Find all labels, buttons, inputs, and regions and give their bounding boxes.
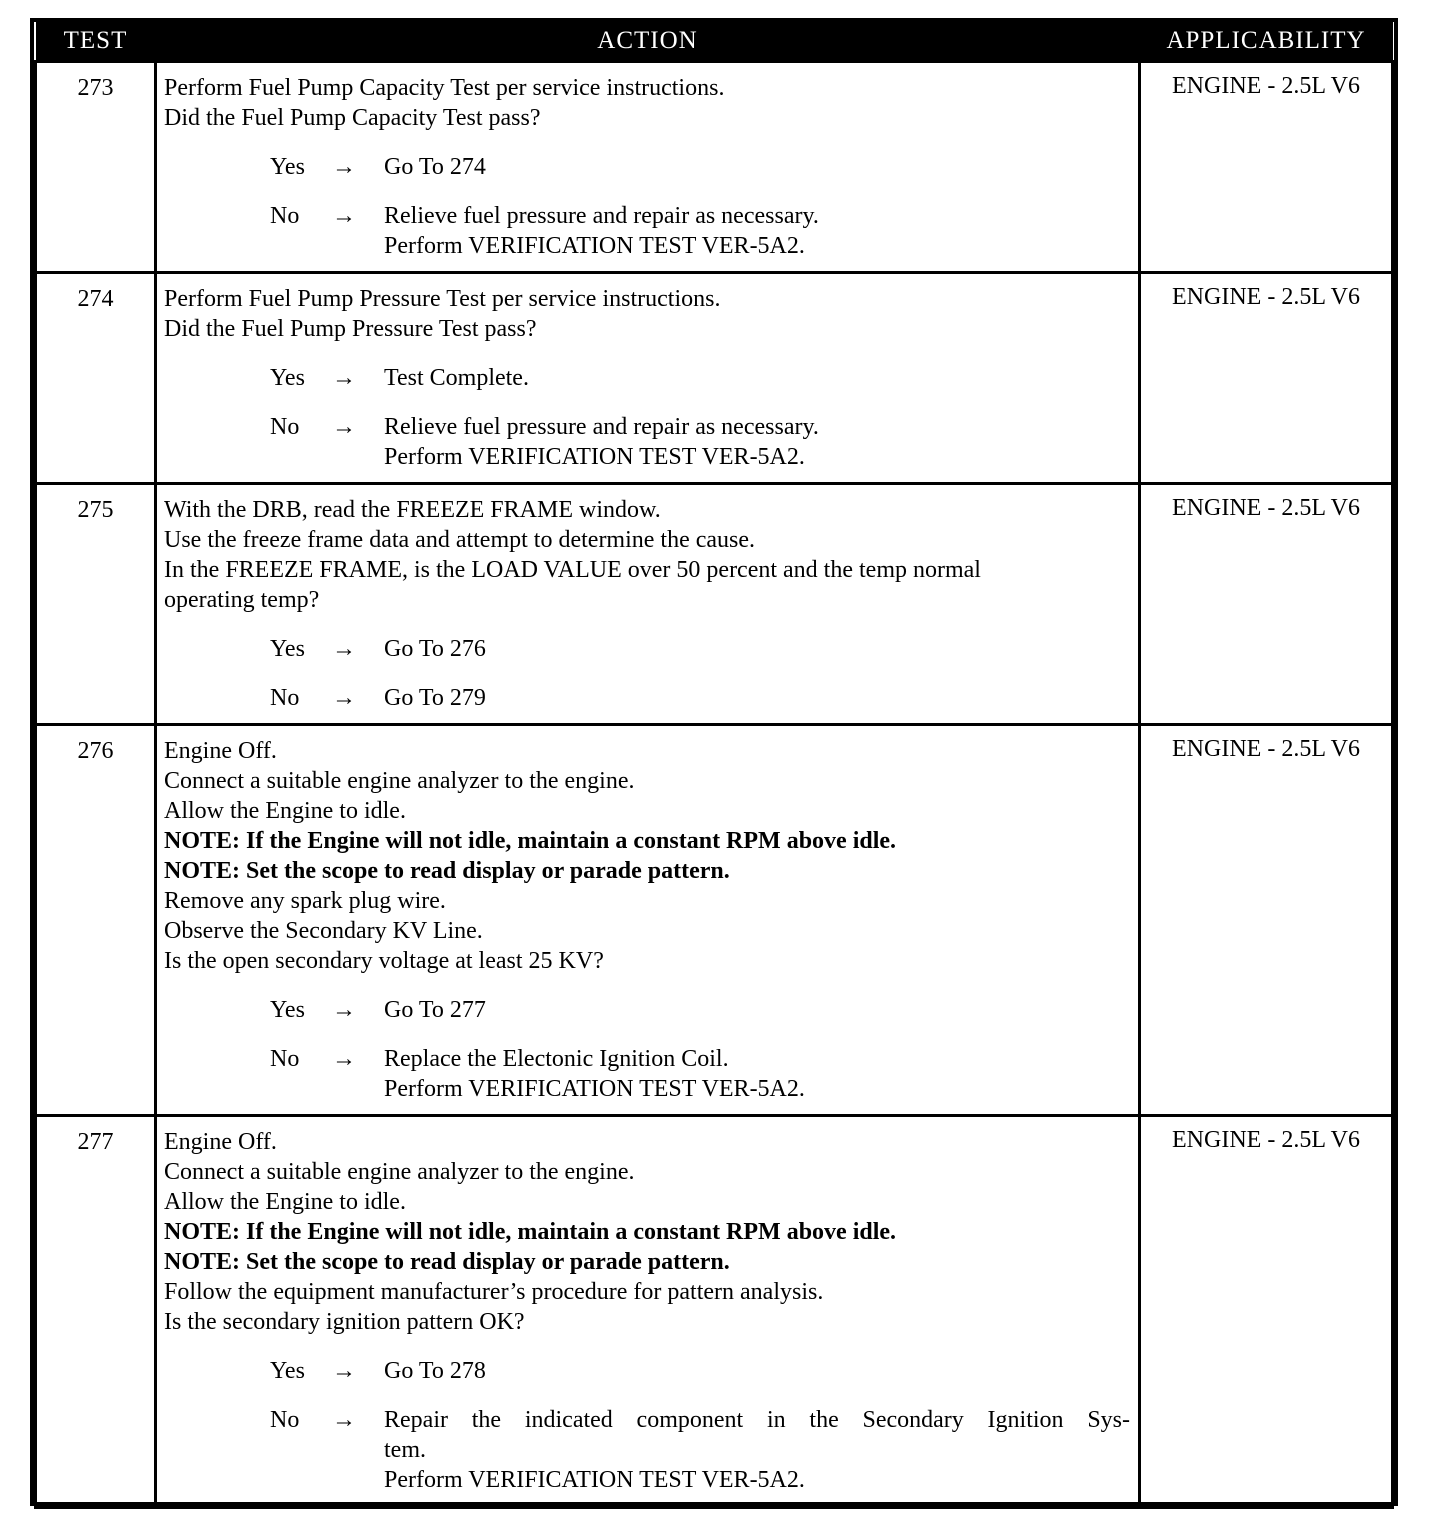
outcome-label: No (270, 1046, 300, 1072)
test-number: 276 (36, 725, 156, 1116)
table-row (36, 484, 1393, 725)
outcome-label: No (270, 414, 300, 440)
arrow-right-icon: → (332, 203, 356, 229)
table-header (36, 22, 1393, 62)
result-line: tem. (384, 1437, 426, 1463)
header-test: TEST (36, 22, 156, 62)
instruction-line: With the DRB, read the FREEZE FRAME window. (164, 497, 661, 523)
outcome-yes (270, 1356, 1130, 1386)
instruction-line: Did the Fuel Pump Pressure Test pass? (164, 316, 537, 342)
outcome-no (270, 683, 1130, 713)
outcome-result (384, 412, 1130, 472)
outcome-label: No (270, 203, 300, 229)
note-line: NOTE: Set the scope to read display or parade pattern. (164, 1249, 730, 1275)
outcome-no (270, 1044, 1130, 1104)
result-line: Go To 274 (384, 154, 486, 180)
note-line: NOTE: If the Engine will not idle, maintain a constant RPM above idle. (164, 1219, 897, 1245)
outcome-label: Yes (270, 365, 305, 391)
instruction-line: Follow the equipment manufacturer’s procedure for pattern analysis. (164, 1279, 824, 1305)
outcome-result (384, 1044, 1130, 1104)
outcome-label: Yes (270, 997, 305, 1023)
table-row (36, 1116, 1393, 1508)
outcome-yes (270, 152, 1130, 182)
applicability-cell: ENGINE - 2.5L V6 (1140, 1116, 1393, 1508)
instruction-line: Is the secondary ignition pattern OK? (164, 1309, 525, 1335)
result-line: Perform VERIFICATION TEST VER-5A2. (384, 1467, 805, 1493)
table-row (36, 62, 1393, 273)
outcome-yes (270, 995, 1130, 1025)
instruction-line: Did the Fuel Pump Capacity Test pass? (164, 105, 541, 131)
instruction-line: Connect a suitable engine analyzer to the engine. (164, 1159, 635, 1185)
instruction-line: Is the open secondary voltage at least 25 KV? (164, 948, 604, 974)
instruction-line: Remove any spark plug wire. (164, 888, 446, 914)
outcome-no (270, 201, 1130, 261)
action-cell (156, 725, 1140, 1116)
instruction-line: Connect a suitable engine analyzer to the engine. (164, 768, 635, 794)
table-row (36, 725, 1393, 1116)
table-row (36, 273, 1393, 484)
result-line: Go To 278 (384, 1358, 486, 1384)
arrow-right-icon: → (332, 1407, 356, 1433)
result-line: Perform VERIFICATION TEST VER-5A2. (384, 444, 805, 470)
applicability-cell: ENGINE - 2.5L V6 (1140, 62, 1393, 273)
instruction-line: Engine Off. (164, 738, 277, 764)
outcome-no (270, 412, 1130, 472)
result-line: Relieve fuel pressure and repair as necessary. (384, 414, 819, 440)
outcome-label: Yes (270, 1358, 305, 1384)
action-cell (156, 62, 1140, 273)
outcome-result (384, 1405, 1130, 1495)
result-line: Relieve fuel pressure and repair as necessary. (384, 203, 819, 229)
arrow-right-icon: → (332, 154, 356, 180)
arrow-right-icon: → (332, 1358, 356, 1384)
instruction-line: Allow the Engine to idle. (164, 1189, 406, 1215)
result-line: Perform VERIFICATION TEST VER-5A2. (384, 1076, 805, 1102)
outcome-result (384, 201, 1130, 261)
test-number: 277 (36, 1116, 156, 1508)
result-line: Perform VERIFICATION TEST VER-5A2. (384, 233, 805, 259)
outcome-result (384, 634, 1130, 664)
action-cell (156, 273, 1140, 484)
test-number: 273 (36, 62, 156, 273)
instruction-line: In the FREEZE FRAME, is the LOAD VALUE over 50 percent and the temp normal (164, 557, 981, 583)
instruction-line: Use the freeze frame data and attempt to determine the cause. (164, 527, 756, 553)
header-applicability: APPLICABILITY (1140, 22, 1393, 62)
outcome-label: Yes (270, 154, 305, 180)
result-line: Go To 277 (384, 997, 486, 1023)
outcome-label: No (270, 685, 300, 711)
instruction-line: Perform Fuel Pump Capacity Test per service instructions. (164, 75, 725, 101)
result-line: Test Complete. (384, 365, 529, 391)
instruction-line: Allow the Engine to idle. (164, 798, 406, 824)
outcome-result (384, 152, 1130, 182)
note-line: NOTE: If the Engine will not idle, maintain a constant RPM above idle. (164, 828, 897, 854)
arrow-right-icon: → (332, 997, 356, 1023)
header-row (36, 22, 1393, 62)
outcome-result (384, 363, 1130, 393)
note-line: NOTE: Set the scope to read display or parade pattern. (164, 858, 730, 884)
outcome-result (384, 683, 1130, 713)
test-number: 274 (36, 273, 156, 484)
outcome-label: No (270, 1407, 300, 1433)
outcome-result (384, 1356, 1130, 1386)
outcome-yes (270, 634, 1130, 664)
applicability-cell: ENGINE - 2.5L V6 (1140, 484, 1393, 725)
applicability-cell: ENGINE - 2.5L V6 (1140, 725, 1393, 1116)
arrow-right-icon: → (332, 414, 356, 440)
outcome-yes (270, 363, 1130, 393)
arrow-right-icon: → (332, 365, 356, 391)
action-cell (156, 484, 1140, 725)
result-line: Repair the indicated component in the Secondary Ignition Sys- (384, 1407, 1130, 1433)
instruction-line: Perform Fuel Pump Pressure Test per service instructions. (164, 286, 721, 312)
diagnostic-procedure-table (34, 22, 1394, 1509)
applicability-cell: ENGINE - 2.5L V6 (1140, 273, 1393, 484)
arrow-right-icon: → (332, 636, 356, 662)
outcome-no (270, 1405, 1130, 1495)
instruction-line: Engine Off. (164, 1129, 277, 1155)
arrow-right-icon: → (332, 1046, 356, 1072)
table-body (36, 62, 1393, 1508)
instruction-line: operating temp? (164, 587, 320, 613)
test-number: 275 (36, 484, 156, 725)
action-cell (156, 1116, 1140, 1508)
outcome-result (384, 995, 1130, 1025)
instruction-line: Observe the Secondary KV Line. (164, 918, 483, 944)
header-action: ACTION (156, 22, 1140, 62)
arrow-right-icon: → (332, 685, 356, 711)
result-line: Replace the Electonic Ignition Coil. (384, 1046, 729, 1072)
result-line: Go To 276 (384, 636, 486, 662)
outcome-label: Yes (270, 636, 305, 662)
procedure-sheet (30, 18, 1398, 1506)
result-line: Go To 279 (384, 685, 486, 711)
